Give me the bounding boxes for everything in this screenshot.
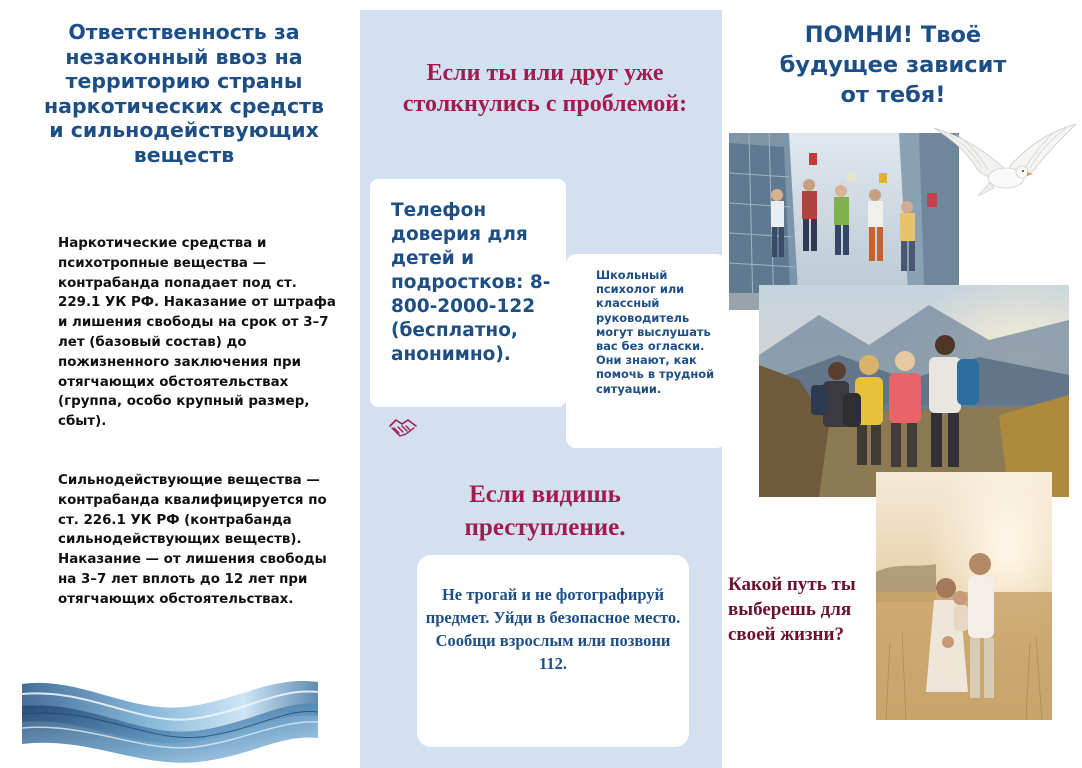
if-you-faced-problem-heading: Если ты или друг уже столкнулись с проблемой:: [402, 60, 688, 117]
life-path-question: Какой путь ты выберешь для своей жизни?: [728, 574, 856, 645]
school-psychologist-text: Школьный психолог или классный руководитель могут выслушать вас без огласки. Они знают, как помочь в трудной ситуации.: [596, 268, 715, 396]
decorative-glass-wave-image: [22, 676, 318, 768]
if-you-see-crime-heading: Если видишь преступление.: [464, 481, 626, 541]
white-dove-image: [934, 122, 1076, 210]
narcotics-penalty-paragraph: Наркотические средства и психотропные вещества — контрабанда попадает под ст. 229.1 УК РФ. Наказание от штрафа и лишения свободы на срок от 3–7 лет (базовый состав) до пожизненного заключения при отягчающих обстоятельствах (группа, особо крупный размер, сбыт).: [58, 236, 336, 430]
left-panel-title: Ответственность за незаконный ввоз на территорию страны наркотических средств и сильнодействующих веществ: [44, 20, 324, 167]
handshake-icon: [388, 412, 418, 440]
family-in-field-photo: [876, 472, 1052, 720]
hikers-in-mountains-photo: [759, 285, 1069, 497]
safety-advice-text: Не трогай и не фотографируй предмет. Уйди в безопасное место. Сообщи взрослым или позвони 112.: [425, 585, 681, 673]
potent-substances-penalty-paragraph: Сильнодействующие вещества — контрабанда квалифицируется по ст. 226.1 УК РФ (контрабанда сильнодействующих веществ). Наказание — от лишения свободы на 3–7 лет вплоть до 12 лет при отягчающих обстоятельствах.: [58, 473, 327, 607]
hotline-text: Телефон доверия для детей и подростков: 8-800-2000-122 (бесплатно, анонимно).: [391, 200, 551, 365]
jumping-teens-photo: [729, 133, 959, 310]
remember-your-future-title: ПОМНИ! Твоё будущее зависит от тебя!: [779, 22, 1007, 108]
